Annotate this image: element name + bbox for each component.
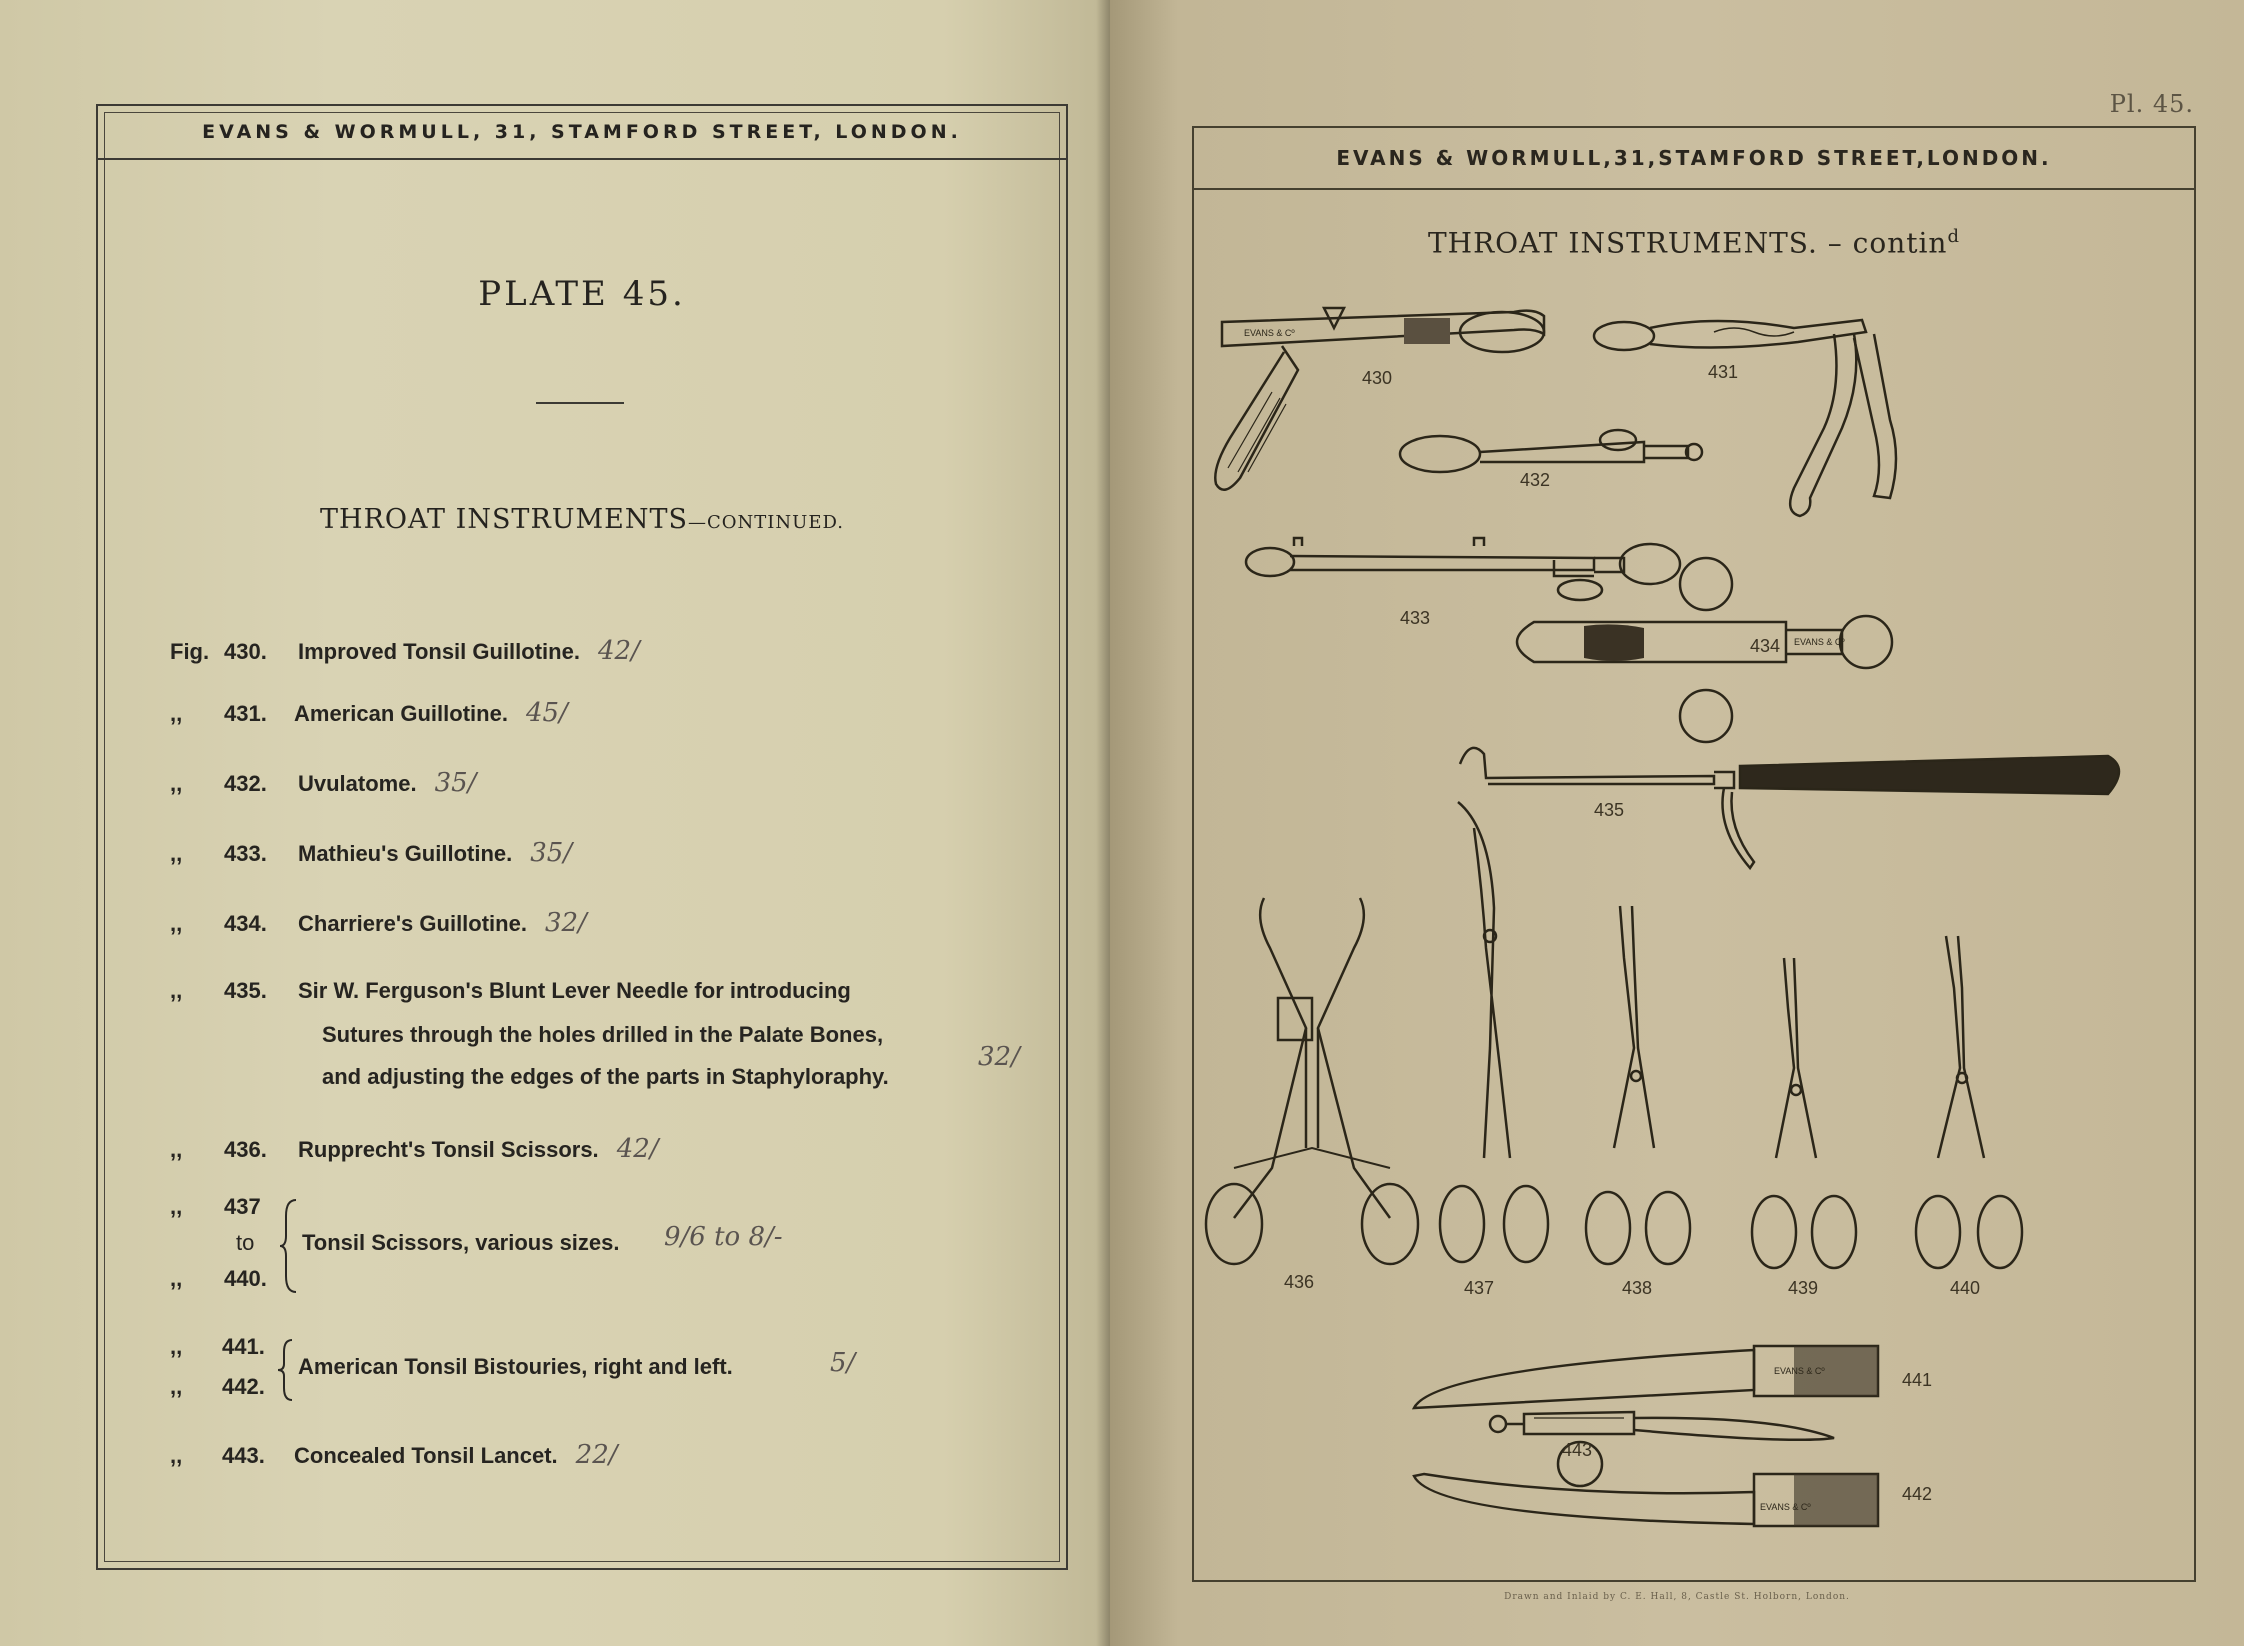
entry-name: Concealed Tonsil Lancet.	[294, 1443, 558, 1468]
figure-number: 437	[1464, 1278, 1495, 1298]
entry-prefix: ,,	[170, 1137, 183, 1162]
handwritten-price: 35/	[530, 838, 573, 868]
entry-name: American Guillotine.	[294, 701, 508, 726]
figure-number: 441	[1902, 1370, 1933, 1390]
instrument-439-illustration	[1752, 958, 1856, 1268]
instrument-431-illustration	[1594, 320, 1896, 516]
figure-number: 443	[1562, 1440, 1593, 1460]
pair-brace	[276, 1338, 298, 1402]
list-item	[170, 698, 1050, 728]
instrument-441-illustration	[1414, 1346, 1878, 1408]
entry-number: 430.	[224, 639, 267, 664]
figure-number: 433	[1400, 608, 1431, 628]
list-item	[170, 978, 1050, 1004]
handwritten-price: 22/	[575, 1440, 618, 1470]
figure-number: 435	[1594, 800, 1625, 820]
entry-continuation: Sutures through the holes drilled in the Palate Bones,	[322, 1022, 884, 1047]
section-title	[98, 504, 1066, 535]
printer-credit: Drawn and Inlaid by C. E. Hall, 8, Castle St. Holborn, London.	[1504, 1592, 1850, 1602]
list-item	[170, 838, 1050, 868]
list-item	[170, 768, 1050, 798]
entry-name: Charriere's Guillotine.	[298, 911, 527, 936]
range-prefix-a: ,,	[170, 1194, 183, 1219]
list-item	[170, 1134, 1050, 1164]
range-number-b: 440.	[224, 1266, 267, 1291]
handwritten-price: 32/	[544, 908, 587, 938]
figure-number: 442	[1902, 1484, 1933, 1504]
section-title-suffix: —CONTINUED.	[688, 512, 844, 533]
instrument-440-illustration	[1916, 936, 2022, 1268]
pair-number-a: 441.	[222, 1334, 265, 1359]
range-brace	[278, 1196, 302, 1296]
entry-number: 436.	[224, 1137, 267, 1162]
range-name: Tonsil Scissors, various sizes.	[302, 1230, 620, 1255]
instrument-442-illustration	[1414, 1474, 1878, 1526]
plate-number-label: Pl. 45.	[2109, 90, 2194, 118]
entry-prefix: ,,	[170, 978, 183, 1003]
entry-number: 431.	[224, 701, 267, 726]
range-prefix-b: ,,	[170, 1266, 183, 1291]
entry-prefix: Fig.	[170, 639, 210, 664]
maker-stamp: EVANS & Cº	[1774, 1366, 1825, 1376]
entry-number: 434.	[224, 911, 267, 936]
entry-number: 443.	[222, 1443, 265, 1468]
list-item	[170, 1440, 1050, 1470]
entry-name: Sir W. Ferguson's Blunt Lever Needle for introducing	[298, 978, 851, 1003]
left-page-header: EVANS & WORMULL, 31, STAMFORD STREET, LONDON.	[98, 106, 1066, 160]
maker-stamp: EVANS & Cº	[1244, 328, 1295, 338]
figure-number: 439	[1788, 1278, 1819, 1298]
right-page-frame	[1192, 126, 2196, 1582]
instrument-434-illustration	[1517, 558, 1892, 742]
entry-prefix: ,,	[170, 911, 183, 936]
pair-number-b: 442.	[222, 1374, 265, 1399]
figure-number: 432	[1520, 470, 1551, 490]
entry-prefix: ,,	[170, 1443, 183, 1468]
instrument-438-illustration	[1586, 906, 1690, 1264]
entry-number: 433.	[224, 841, 267, 866]
figure-number: 431	[1708, 362, 1739, 382]
left-page-frame	[96, 104, 1068, 1570]
range-to: to	[236, 1230, 255, 1255]
figure-number: 434	[1750, 636, 1781, 656]
entry-name: Uvulatome.	[298, 771, 417, 796]
entry-number: 432.	[224, 771, 267, 796]
pair-name: American Tonsil Bistouries, right and left.	[298, 1354, 733, 1379]
title-rule	[536, 402, 624, 404]
section-title-main: THROAT INSTRUMENTS	[320, 504, 689, 535]
figure-number: 430	[1362, 368, 1393, 388]
plate-title-text: THROAT INSTRUMENTS. – contin	[1427, 226, 1948, 260]
figure-number: 436	[1284, 1272, 1315, 1292]
instrument-435-illustration	[1460, 748, 2119, 868]
entry-prefix: ,,	[170, 841, 183, 866]
maker-stamp: EVANS & Cº	[1794, 637, 1845, 647]
figure-number: 438	[1622, 1278, 1653, 1298]
entry-name: Mathieu's Guillotine.	[298, 841, 513, 866]
right-page-header: EVANS & WORMULL,31,STAMFORD STREET,LONDON.	[1194, 128, 2194, 190]
plate-title: PLATE 45.	[478, 274, 686, 314]
entry-prefix: ,,	[170, 771, 183, 796]
list-item	[170, 908, 1050, 938]
handwritten-price: 5/	[830, 1348, 856, 1378]
figure-number: 440	[1950, 1278, 1981, 1298]
instrument-437-illustration	[1440, 802, 1548, 1262]
entry-number: 435.	[224, 978, 267, 1003]
handwritten-price: 35/	[434, 768, 477, 798]
pair-prefix-b: ,,	[170, 1374, 183, 1399]
plate-title-superscript: d	[1947, 226, 1960, 247]
maker-stamp: EVANS & Cº	[1760, 1502, 1811, 1512]
instrument-illustrations	[1194, 128, 2194, 1580]
pair-prefix-a: ,,	[170, 1334, 183, 1359]
right-page	[1110, 0, 2244, 1646]
handwritten-price: 42/	[597, 636, 640, 666]
entry-continuation: and adjusting the edges of the parts in Staphyloraphy.	[322, 1064, 889, 1089]
handwritten-price: 32/	[978, 1042, 1020, 1072]
entry-name: Rupprecht's Tonsil Scissors.	[298, 1137, 599, 1162]
handwritten-price: 45/	[525, 698, 568, 728]
instrument-433-illustration	[1246, 538, 1680, 600]
instrument-432-illustration	[1400, 430, 1702, 472]
list-item	[170, 636, 1050, 666]
range-number-a: 437	[224, 1194, 261, 1219]
instrument-436-illustration	[1206, 898, 1418, 1264]
handwritten-price: 9/6 to 8/-	[664, 1222, 783, 1252]
handwritten-price: 42/	[616, 1134, 659, 1164]
entry-prefix: ,,	[170, 701, 183, 726]
entry-name: Improved Tonsil Guillotine.	[298, 639, 580, 664]
left-page	[0, 0, 1110, 1646]
